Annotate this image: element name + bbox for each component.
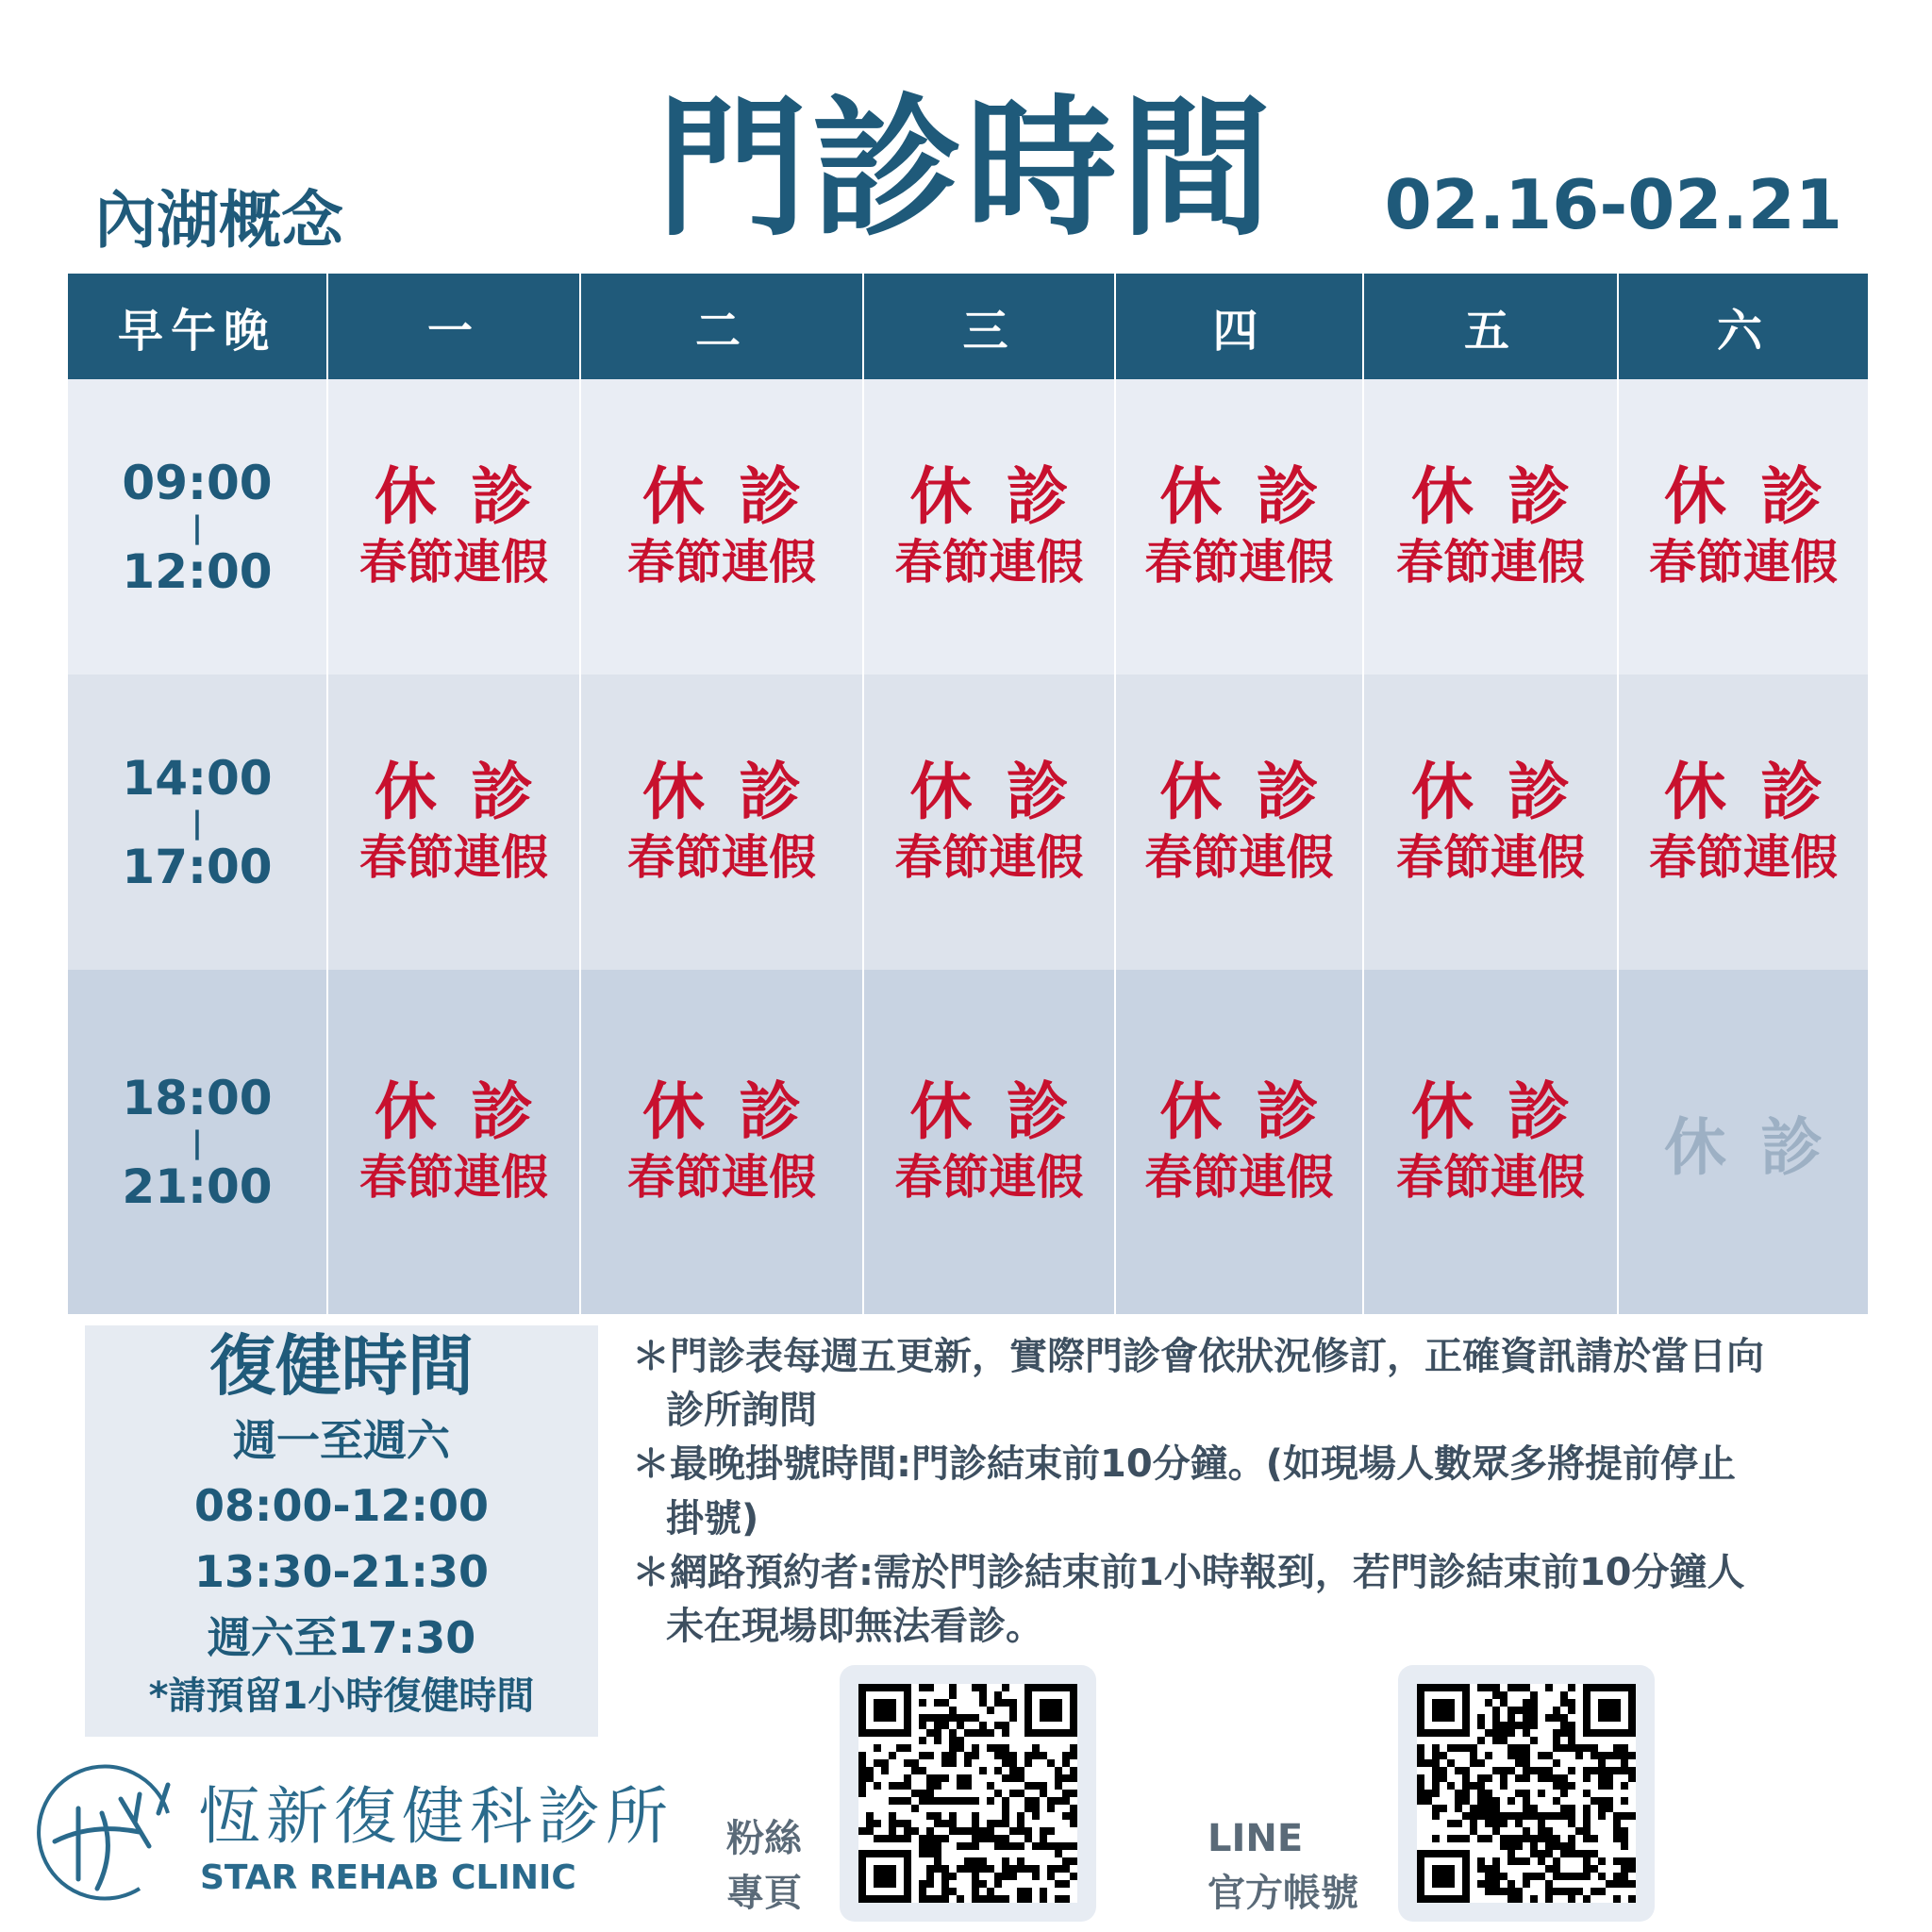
schedule-cell xyxy=(1115,675,1363,970)
closed-status: 休診 xyxy=(642,756,835,829)
brand-name-en: STAR REHAB CLINIC xyxy=(200,1858,576,1897)
closed-reason: 春節連假 xyxy=(359,1150,548,1206)
page-title: 門診時間 xyxy=(656,80,1275,257)
rehab-morning: 08:00-12:00 xyxy=(194,1480,489,1532)
fanpage-qr-code-icon xyxy=(858,1684,1077,1903)
schedule-cell xyxy=(1618,970,1868,1314)
closed-status: 休診 xyxy=(1159,460,1353,534)
schedule-cell xyxy=(1363,379,1618,675)
schedule-cell xyxy=(580,970,863,1314)
time-separator: | xyxy=(192,804,203,841)
rehab-saturday: 週六至17:30 xyxy=(207,1612,476,1664)
closed-status: 休診 xyxy=(1411,460,1604,534)
closed-reason: 春節連假 xyxy=(359,830,548,886)
closed-status: 休診 xyxy=(909,756,1103,829)
schedule-cell xyxy=(1618,675,1868,970)
corner-label: 早午晚 xyxy=(68,274,327,379)
closed-status: 休診 xyxy=(375,460,567,534)
note-item: ＊網路預約者:需於門診結束前1小時報到，若門診結束前10分鐘人未在現場即無法看診。 xyxy=(632,1550,1745,1648)
closed-reason: 春節連假 xyxy=(1649,830,1838,886)
closed-reason: 春節連假 xyxy=(894,1150,1084,1206)
fanpage-qr[interactable] xyxy=(840,1665,1096,1922)
schedule-row xyxy=(68,675,1868,970)
clinic-notes xyxy=(632,1330,1764,1654)
date-range: 02.16-02.21 xyxy=(1384,165,1842,244)
closed-reason: 春節連假 xyxy=(1144,830,1334,886)
schedule-cell xyxy=(327,970,580,1314)
clinic-logo-icon xyxy=(26,1757,177,1907)
schedule-cell xyxy=(1363,970,1618,1314)
closed-status: 休診 xyxy=(1664,756,1857,829)
time-end: 17:00 xyxy=(122,839,273,894)
schedule-cell xyxy=(580,675,863,970)
time-separator: | xyxy=(192,508,203,545)
fanpage-label: 粉絲 專頁 xyxy=(726,1817,802,1915)
closed-reason: 春節連假 xyxy=(627,1150,816,1206)
closed-status: 休診 xyxy=(1159,1075,1353,1149)
closed-status: 休診 xyxy=(375,1075,567,1149)
day-header: 一 xyxy=(327,274,580,379)
day-header: 六 xyxy=(1618,274,1868,379)
time-separator: | xyxy=(192,1124,203,1160)
schedule-cell xyxy=(1363,675,1618,970)
closed-reason: 春節連假 xyxy=(359,535,548,591)
rehab-hours-panel xyxy=(85,1325,598,1737)
closed-status: 休診 xyxy=(1664,460,1857,534)
time-slot xyxy=(68,970,327,1314)
rehab-heading: 復健時間 xyxy=(209,1327,474,1405)
closed-status: 休診 xyxy=(909,460,1103,534)
time-start: 09:00 xyxy=(122,455,273,510)
closed-reason: 春節連假 xyxy=(894,830,1084,886)
closed-status: 休診 xyxy=(1664,1111,1857,1184)
line-qr-code-icon xyxy=(1417,1684,1636,1903)
schedule-cell xyxy=(863,379,1115,675)
schedule-cell xyxy=(1618,379,1868,675)
closed-reason: 春節連假 xyxy=(1144,535,1334,591)
branch-name: 內湖概念 xyxy=(94,184,343,257)
schedule-row xyxy=(68,970,1868,1314)
time-end: 12:00 xyxy=(122,543,273,599)
rehab-note: *請預留1小時復健時間 xyxy=(148,1674,535,1719)
schedule-table xyxy=(68,274,1868,1314)
closed-reason: 春節連假 xyxy=(627,830,816,886)
closed-reason: 春節連假 xyxy=(627,535,816,591)
time-slot xyxy=(68,379,327,675)
schedule-cell xyxy=(1115,970,1363,1314)
time-start: 18:00 xyxy=(122,1070,273,1125)
line-label: LINE 官方帳號 xyxy=(1208,1817,1358,1915)
closed-status: 休診 xyxy=(909,1075,1103,1149)
closed-status: 休診 xyxy=(1159,756,1353,829)
brand-name-cn: 恆新復健科診所 xyxy=(198,1780,674,1853)
schedule-cell xyxy=(327,675,580,970)
closed-status: 休診 xyxy=(1411,1075,1604,1149)
time-start: 14:00 xyxy=(122,750,273,806)
schedule-row xyxy=(68,379,1868,675)
note-item: ＊門診表每週五更新，實際門診會依狀況修訂，正確資訊請於當日向診所詢問 xyxy=(632,1335,1764,1433)
day-header: 四 xyxy=(1115,274,1363,379)
time-slot xyxy=(68,675,327,970)
closed-reason: 春節連假 xyxy=(1144,1150,1334,1206)
closed-reason: 春節連假 xyxy=(1649,535,1838,591)
day-header: 三 xyxy=(863,274,1115,379)
closed-reason: 春節連假 xyxy=(1396,830,1585,886)
closed-status: 休診 xyxy=(642,1075,835,1149)
schedule-cell xyxy=(863,970,1115,1314)
closed-status: 休診 xyxy=(375,756,567,829)
rehab-days: 週一至週六 xyxy=(233,1414,450,1466)
schedule-cell xyxy=(327,379,580,675)
line-qr[interactable] xyxy=(1398,1665,1655,1922)
schedule-cell xyxy=(1115,379,1363,675)
schedule-header-row xyxy=(68,274,1868,379)
closed-reason: 春節連假 xyxy=(1396,535,1585,591)
day-header: 五 xyxy=(1363,274,1618,379)
closed-status: 休診 xyxy=(1411,756,1604,829)
closed-reason: 春節連假 xyxy=(1396,1150,1585,1206)
rehab-afternoon: 13:30-21:30 xyxy=(194,1546,489,1598)
schedule-cell xyxy=(580,379,863,675)
time-end: 21:00 xyxy=(122,1158,273,1214)
day-header: 二 xyxy=(580,274,863,379)
schedule-cell xyxy=(863,675,1115,970)
closed-reason: 春節連假 xyxy=(894,535,1084,591)
note-item: ＊最晚掛號時間:門診結束前10分鐘。(如現場人數眾多將提前停止掛號) xyxy=(632,1442,1736,1541)
closed-status: 休診 xyxy=(642,460,835,534)
